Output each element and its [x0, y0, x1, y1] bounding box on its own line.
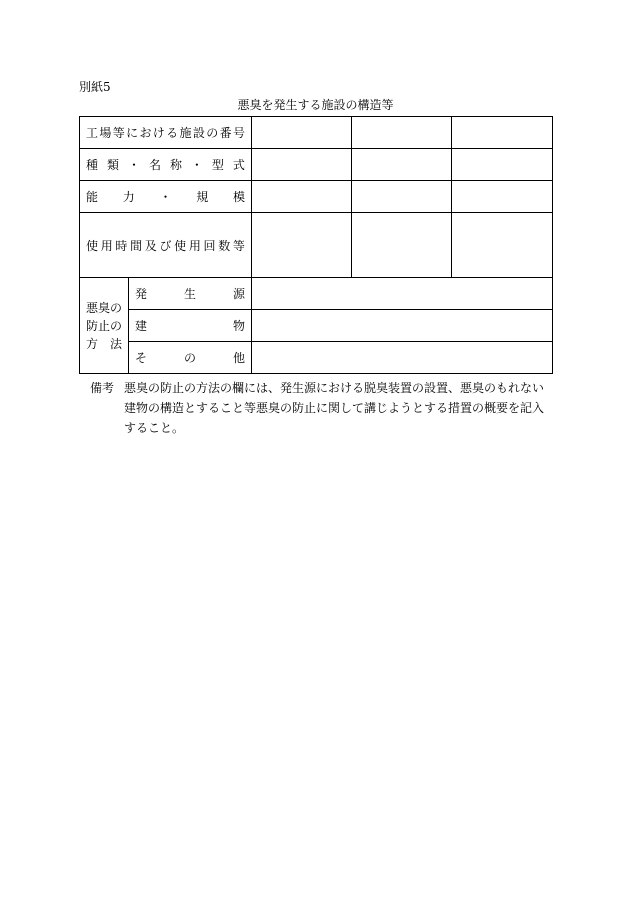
label-usage: 使 用 時 間 及 び 使 用 回 数 等 — [80, 213, 252, 278]
remarks-note — [90, 378, 552, 438]
row-other — [80, 342, 553, 374]
cell-entry — [252, 181, 352, 213]
label-source: 発 生 源 — [129, 278, 252, 310]
remarks-text: 悪臭の防止の方法の欄には、発生源における脱臭装置の設置、悪臭のもれない建物の構造とすること等悪臭の防止に関して講じようとする措置の概要を記入すること。 — [124, 381, 545, 435]
cell-entry — [452, 149, 553, 181]
label-capacity-scale: 能 力 ・ 規 模 — [80, 181, 252, 213]
label-facility-number: 工 場 等 に お け る 施 設 の 番 号 — [80, 117, 252, 149]
cell-entry-wide — [252, 310, 553, 342]
cell-entry — [452, 117, 553, 149]
label-odor-prevention-method: 悪臭の 防止の 方 法 — [80, 278, 129, 374]
cell-entry — [352, 117, 452, 149]
row-building — [80, 310, 553, 342]
row-facility-number — [80, 117, 553, 149]
row-capacity-scale — [80, 181, 553, 213]
cell-entry — [252, 117, 352, 149]
cell-entry-wide — [252, 342, 553, 374]
row-type-name-model — [80, 149, 553, 181]
remarks-head: 備考 — [90, 381, 115, 395]
cell-entry — [352, 213, 452, 278]
label-other: そ の 他 — [129, 342, 252, 374]
cell-entry — [352, 181, 452, 213]
label-building: 建 物 — [129, 310, 252, 342]
cell-entry — [252, 149, 352, 181]
row-odor-source — [80, 278, 553, 310]
label-type-name-model: 種 類 ・ 名 称 ・ 型 式 — [80, 149, 252, 181]
cell-entry — [352, 149, 452, 181]
facility-structure-table — [79, 116, 553, 374]
cell-entry — [452, 213, 553, 278]
annex-label: 別紙5 — [79, 80, 111, 94]
document-title: 悪臭を発生する施設の構造等 — [237, 98, 394, 112]
cell-entry-wide — [252, 278, 553, 310]
row-usage — [80, 213, 553, 278]
cell-entry — [452, 181, 553, 213]
cell-entry — [252, 213, 352, 278]
